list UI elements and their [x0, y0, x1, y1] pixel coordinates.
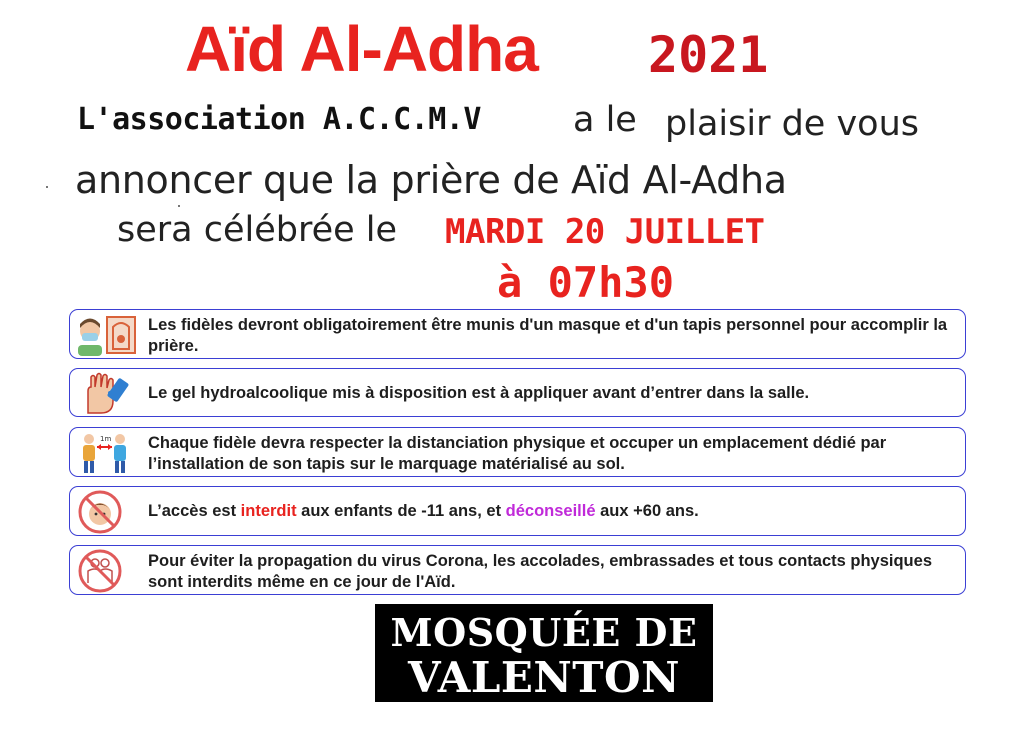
announcement-line3: sera célébrée le [117, 210, 398, 250]
distance-label: 1m [100, 435, 112, 443]
forbidden-highlight: interdit [240, 502, 297, 520]
rule-text-part: aux +60 ans. [595, 502, 699, 520]
mosque-name-banner [375, 604, 713, 702]
announcement-line1-b: plaisir de vous [665, 104, 920, 144]
social-distance-icon [76, 431, 138, 475]
rule-text: Pour éviter la propagation du virus Corona, les accolades, embrassades et tous contacts physiques sont interdits même en ce jour de l'Aïd. [148, 552, 932, 591]
rule-box-children [69, 486, 966, 536]
no-hugging-icon [76, 549, 138, 593]
rule-box-distance [69, 427, 966, 477]
mosque-name-line2: VALENTON [407, 653, 681, 702]
rule-box-contact [69, 545, 966, 595]
association-name: L'association A.C.C.M.V [77, 102, 481, 137]
event-title: Aïd Al-Adha [185, 13, 538, 85]
announcement-line1-a: a le [573, 100, 637, 140]
rule-text-part: aux enfants de -11 ans, et [296, 502, 506, 520]
rule-text: Le gel hydroalcoolique mis à disposition est à appliquer avant d’entrer dans la salle. [148, 384, 810, 402]
rule-box-mask [69, 309, 966, 359]
rule-text: Chaque fidèle devra respecter la distanciation physique et occuper un emplacement dédié par l’installation de son tapis sur le marquage matérialisé au sol. [148, 434, 887, 473]
mask-and-prayer-rug-icon [76, 313, 138, 357]
no-children-icon [76, 490, 138, 534]
rule-text [148, 501, 957, 522]
rule-text: Les fidèles devront obligatoirement être munis d'un masque et d'un tapis personnel pour accomplir la prière. [148, 316, 948, 355]
event-time: à 07h30 [497, 258, 675, 307]
event-date: MARDI 20 JUILLET [445, 212, 765, 252]
hand-sanitizer-icon [76, 371, 138, 415]
mosque-name-line1: MOSQUÉE DE [390, 610, 698, 655]
stray-dot [178, 205, 180, 207]
announcement-line2: annoncer que la prière de Aïd Al-Adha [75, 158, 787, 202]
rule-text-part: L’accès est [148, 502, 241, 520]
stray-dot [46, 186, 48, 188]
event-year: 2021 [648, 26, 769, 84]
discouraged-highlight: déconseillé [505, 502, 596, 520]
rule-box-sanitizer [69, 368, 966, 417]
